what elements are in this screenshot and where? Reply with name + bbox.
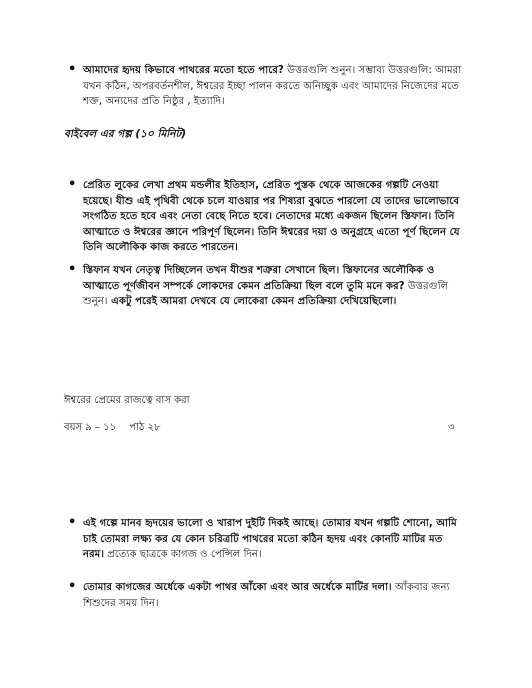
answer-text: উত্তরগুলি শুনুন। সম্ভাব্য উত্তরগুলি: আমরা যখন কঠিন, অপরবর্তনশীল, ঈশ্বরের ইচ্ছা পালন করতে অনিচ্ছুক এবং আমাদের নিজেদের মতে শক্ত, অন্যদের প্রতি নিষ্ঠুর , ইত্যাদি। [83,65,462,107]
lesson-number: পাঠ ২৮ [129,422,161,433]
list-item [83,178,463,256]
activity-text: তোমার কাগজের অর্ধেকে একটা পাথর আঁকো এবং আর অর্ধেকে মাটির দলা। [83,582,392,593]
lesson-meta [64,420,170,437]
list-item [83,580,463,611]
instruction-text: আঁকবার জন্য শিশুদের সময় দিন। [83,582,450,609]
list-item [83,263,463,310]
age-range: বয়স ৯ – ১১ [64,422,117,433]
list-item [83,516,463,563]
instruction-text: প্রত্যেক ছাত্রকে কাগজ ও পেন্সিল দিন। [104,549,262,560]
story-text: প্রেরিত লুকের লেখা প্রথম মন্ডলীর ইতিহাস, প্রেরিত পুস্তক থেকে আজকের গল্পটি নেওয়া হয়েছে। যীশু এই পৃথিবী থেকে চলে যাওয়ার পর শিষ্যরা বুঝতে পারলো যে তাদের ভালোভাবে সংগঠিত হতে হবে এবং নেতা বেছে নিতে হবে। নেতাদের মধ্যে একজন ছিলেন স্তিফান। তিনি আত্মাতে ও ঈশ্বরের জ্ঞানে পরিপূর্ণ ছিলেন। তিনি ঈশ্বরের দয়া ও অনুগ্রহে এতো পূর্ণ ছিলেন যে তিনি অলৌকিক কাজ করতে পারতেন। [83,180,460,253]
story-text: স্তিফান যখন নেতৃত্ব দিচ্ছিলেন তখন যীশুর শত্রুরা সেখানে ছিল। স্তিফানের অলৌকিক ও আত্মাতে পূর্ণজীবন সম্পর্কে লোকদের কেমন প্রতিক্রিয়া ছিল বলে তুমি মনে কর? [83,265,435,292]
instruction-text: উত্তরগুলি শুনুন। [83,280,449,307]
page-number: ৩ [448,422,455,433]
story-text: এই গল্পে মানব হৃদয়ের ভালো ও খারাপ দুইটি দিকই আছে। তোমার যখন গল্পটি শোনো, আমি চাই তোমরা লক্ষ্য কর যে কোন চরিত্রটি পাথরের মতো কঠিন হৃদয় এবং কোনটি মাটির মত নরম। [83,518,457,560]
story-text: একটু পরেই আমরা দেখবে যে লোকেরা কেমন প্রতিক্রিয়া দেখিয়েছিলো। [107,296,397,307]
lesson-series-title: ঈশ্বরের প্রেমের রাজত্বে বাস করা [64,395,190,406]
question-text: আমাদের হৃদয় কিভাবে পাথরের মতো হতে পারে? [83,65,284,76]
list-item [83,63,463,110]
section-heading: বাইবেল এর গল্প (১০ মিনিট) [64,128,187,140]
